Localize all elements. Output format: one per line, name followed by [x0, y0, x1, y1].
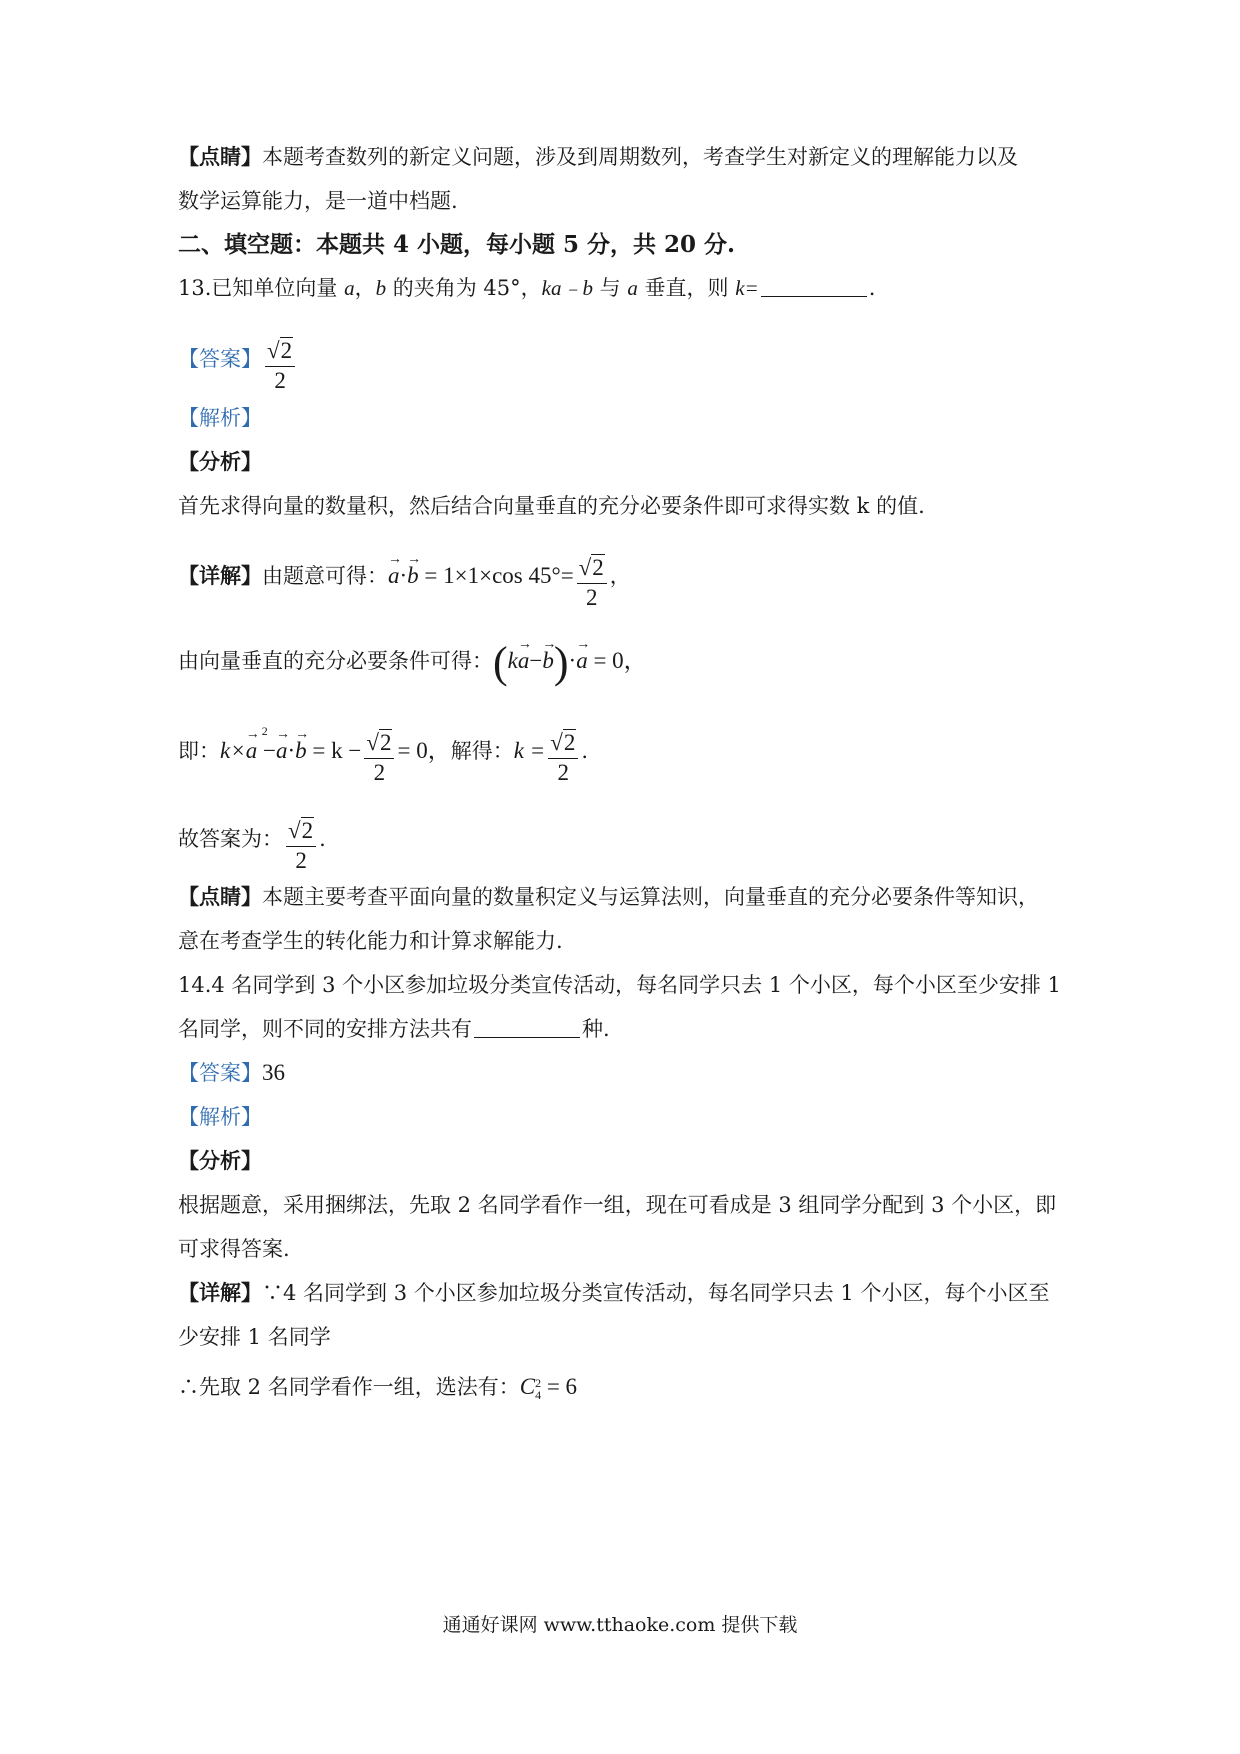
q13-var: k= — [735, 276, 759, 300]
q13-expr: ka﹣b — [541, 276, 593, 300]
var-k: k× — [220, 738, 246, 763]
q13-var: a — [344, 276, 355, 300]
vector-a: → a — [276, 732, 288, 766]
minus-sign: − — [529, 648, 543, 673]
fraction: $\frac{√2}{2}$ — [548, 730, 578, 785]
detail-tag: 【详解】 — [178, 563, 262, 588]
q13-text: 与 — [592, 276, 628, 300]
combination — [520, 1372, 541, 1402]
detail-text: ， — [609, 564, 631, 588]
q13-step-3: 即：k×→ a 2 −→ a·→ b = k − $\frac{√2}{2}$ = 0，解得：k = $\frac{√2}{2}$ . — [178, 730, 588, 785]
q14-text: 种. — [582, 1017, 610, 1041]
answer-blank — [474, 1017, 580, 1038]
sqrt-radicand: 2 — [563, 730, 576, 755]
sqrt-radicand: 2 — [592, 555, 604, 580]
answer-tag: 【答案】 — [178, 347, 262, 371]
q13-detail: 【详解】由题意可得：→ a·→ b = 1×1×cos 45°= $\frac{√2}{2}$ ， — [178, 555, 631, 610]
question-14-line-2 — [178, 1014, 610, 1044]
final-text: 故答案为： — [178, 827, 283, 851]
q13-answer — [178, 338, 298, 393]
remark-text: 本题考查数列的新定义问题，涉及到周期数列，考查学生对新定义的理解能力以及 — [262, 145, 1018, 169]
sqrt-radicand: 2 — [280, 338, 293, 363]
fraction-denominator: 2 — [373, 760, 386, 785]
question-13 — [178, 273, 875, 303]
var-k: k = — [513, 738, 546, 763]
q13-var: a — [627, 276, 638, 300]
q14-fenxi-line-1: 根据题意，采用捆绑法，先取 2 名同学看作一组，现在可看成是 3 组同学分配到 3 个小区，即 — [178, 1193, 1057, 1217]
q14-analysis-tag: 【解析】 — [178, 1105, 262, 1129]
remark2-line-1 — [178, 882, 1039, 912]
step-text: 即： — [178, 739, 220, 763]
detail-tag: 【详解】 — [178, 1280, 262, 1305]
q14-fenxi-line-2: 可求得答案. — [178, 1237, 290, 1261]
q14-detail-line-2: 少安排 1 名同学 — [178, 1325, 331, 1349]
remark-tag: 【点睛】 — [178, 884, 262, 909]
q13-var: b — [375, 276, 387, 300]
detail-text: ∵4 名同学到 3 个小区参加垃圾分类宣传活动，每名同学只去 1 个小区，每个小区至 — [262, 1281, 1050, 1305]
step-text: . — [581, 739, 588, 763]
comb-symbol: C — [519, 1374, 536, 1399]
fraction: $\frac{√2}{2}$ — [286, 818, 316, 873]
sqrt-radicand: 2 — [379, 730, 392, 755]
step-expr: = k − — [312, 738, 362, 763]
remark2-line-2: 意在考查学生的转化能力和计算求解能力. — [178, 929, 563, 953]
answer-blank — [761, 276, 867, 297]
page-footer: 通通好课网 www.tthaoke.com 提供下载 — [442, 1614, 798, 1636]
q13-fenxi: 首先求得向量的数量积，然后结合向量垂直的充分必要条件即可求得实数 k 的值. — [178, 494, 925, 518]
final-text: . — [319, 827, 326, 851]
var-k: k — [507, 648, 518, 673]
remark-tag: 【点睛】 — [178, 144, 262, 169]
q14-step — [178, 1372, 577, 1402]
comb-sup: 2 — [535, 1375, 542, 1390]
answer-tag: 【答案】 — [178, 1061, 262, 1085]
answer-value: 36 — [262, 1060, 285, 1085]
vector-a: → a — [388, 557, 400, 591]
step-text: ∴先取 2 名同学看作一组，选法有： — [178, 1375, 520, 1399]
detail-expr: = 1×1×cos 45°= — [424, 563, 574, 588]
answer-fraction: $\frac{√2}{2}$ — [265, 338, 295, 393]
q13-fenxi-tag: 【分析】 — [178, 449, 262, 474]
vector-a: → a — [518, 642, 530, 676]
step-expr: = 0， — [593, 648, 647, 673]
q14-text: 名同学，则不同的安排方法共有 — [178, 1017, 472, 1041]
vector-b: → b — [542, 642, 554, 676]
fraction-denominator: 2 — [274, 368, 286, 393]
q13-text: 13.已知单位向量 — [178, 276, 345, 300]
q13-text: ， — [354, 276, 376, 300]
q13-analysis-tag: 【解析】 — [178, 406, 262, 430]
detail-text: 由题意可得： — [262, 564, 388, 588]
fraction: $\frac{√2}{2}$ — [577, 555, 607, 610]
vector-b: → b — [295, 732, 307, 766]
q14-detail-line-1 — [178, 1278, 1049, 1308]
remark-text: 本题主要考查平面向量的数量积定义与运算法则，向量垂直的充分必要条件等知识， — [262, 885, 1039, 909]
fraction-denominator: 2 — [557, 760, 569, 785]
comb-sub: 4 — [535, 1387, 542, 1402]
remark-text: 数学运算能力，是一道中档题. — [178, 189, 458, 213]
step-text: 由向量垂直的充分必要条件可得： — [178, 649, 493, 673]
q13-final — [178, 818, 326, 873]
q13-text: 垂直，则 — [637, 276, 736, 300]
step-expr: = 6 — [546, 1374, 578, 1399]
q14-answer — [178, 1058, 285, 1088]
step-expr: = 0， — [397, 738, 451, 763]
fraction: $\frac{√2}{2}$ — [364, 730, 394, 785]
section-heading: 二、填空题：本题共 4 小题，每小题 5 分，共 20 分. — [178, 231, 736, 258]
q13-text: . — [868, 276, 876, 300]
vector-a: → a — [576, 642, 588, 676]
question-14-line-1: 14.4 名同学到 3 个小区参加垃圾分类宣传活动，每名同学只去 1 个小区，每个小区至少安排 1 — [178, 973, 1061, 997]
vector-b: → b — [407, 557, 419, 591]
fraction-denominator: 2 — [295, 848, 307, 873]
q14-fenxi-tag: 【分析】 — [178, 1148, 262, 1173]
step-text: 解得： — [450, 739, 514, 763]
minus-sign: − — [262, 738, 276, 763]
q13-step-2: 由向量垂直的充分必要条件可得：(k→ a−→ b)·→ a = 0， — [178, 642, 647, 683]
fraction-denominator: 2 — [585, 585, 598, 610]
q13-text: 的夹角为 45°， — [386, 276, 542, 300]
sqrt-radicand: 2 — [301, 818, 314, 843]
remark-line-1 — [178, 142, 1018, 172]
remark-line-2 — [178, 186, 458, 216]
vector-a-squared: → a 2 — [246, 732, 258, 766]
